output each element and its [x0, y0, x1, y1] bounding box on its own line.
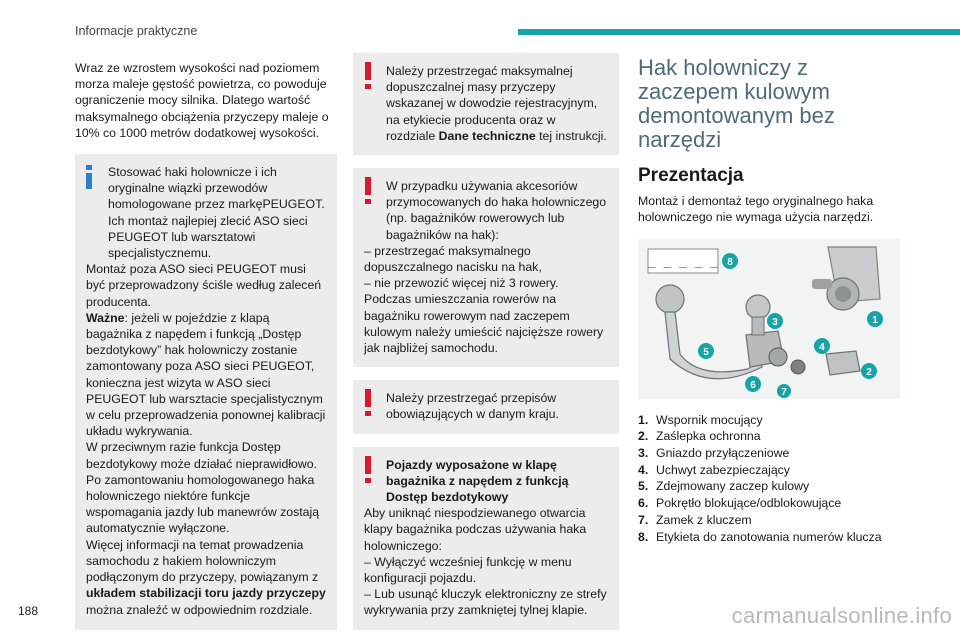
info-paragraph: Więcej informacji na temat prowadzenia samochodu z hakiem holowniczym podłączonym do przyczepy, powiązanym z układem stabilizacji toru jazdy przyczepy można znaleźć w odpowiednim rozdziale. — [86, 537, 326, 617]
info-icon — [86, 165, 92, 189]
warning-text: Aby uniknąć niespodziewanego otwarcia klapy bagażnika podczas używania haka holowniczego: — [364, 506, 587, 553]
callout-3 — [767, 313, 783, 329]
info-paragraph: Po zamontowaniu homologowanego haka holowniczego niektóre funkcje wspomagania jazdy lub manewrów zostają automatycznie wyłączone. — [86, 472, 320, 536]
warning-icon — [365, 177, 371, 205]
svg-text:5: 5 — [703, 346, 709, 358]
legend-item: 8. Etykieta do zanotowania numerów klucza — [638, 529, 882, 544]
callout-8 — [722, 253, 738, 269]
svg-text:4: 4 — [819, 341, 825, 353]
altitude-paragraph: Wraz ze wzrostem wysokości nad poziomem morza maleje gęstość powietrza, co powoduje ograniczenie mocy silnika. Dlatego wartość maksymalnego obciążenia przyczepy maleje o 10% co 1000 metrów dodatkowej wysokości. — [75, 61, 329, 140]
info-box — [75, 154, 337, 630]
subsection-title: Prezentacja — [638, 165, 744, 186]
legend-item: 1. Wspornik mocujący — [638, 412, 763, 427]
info-paragraph: W przeciwnym razie funkcja Dostęp bezdotykowy może działać nieprawidłowo. — [86, 440, 318, 471]
tow-ball-top — [746, 295, 770, 319]
column-left — [75, 60, 337, 630]
protective-cap — [826, 351, 860, 375]
legend-item: 6. Pokrętło blokujące/odblokowujące — [638, 496, 842, 511]
warning-box-hands-free — [353, 447, 619, 630]
warning-title: Pojazdy wyposażone w klapę bagażnika z napędem z funkcją Dostęp bezdotykowy — [386, 457, 569, 505]
callout-4 — [814, 338, 830, 354]
callout-7 — [777, 384, 791, 398]
header-accent-bar — [518, 29, 960, 35]
towbar-illustration — [638, 239, 900, 399]
parts-legend — [638, 412, 903, 545]
svg-text:7: 7 — [781, 386, 787, 398]
warning-box-accessories — [353, 168, 619, 367]
warning-icon — [365, 62, 371, 90]
svg-text:3: 3 — [772, 316, 778, 328]
legend-item: 4. Uchwyt zabezpieczający — [638, 462, 790, 477]
towbar-drawing — [638, 239, 900, 399]
warning-text: W przypadku używania akcesoriów przymocowanych do haka holowniczego (np. bagażników rowerowych lub bagażników na hak): — [386, 179, 607, 242]
svg-text:1: 1 — [872, 314, 878, 326]
tow-ball-stem — [752, 317, 764, 335]
callout-2 — [861, 363, 877, 379]
locking-knob — [769, 348, 787, 366]
security-latch — [812, 279, 832, 289]
callout-5 — [698, 343, 714, 359]
warning-text: – Lub usunąć kluczyk elektroniczny ze strefy wykrywania przy zamkniętej tylnej klapie. — [364, 587, 607, 618]
info-paragraph: Montaż poza ASO sieci PEUGEOT musi być przeprowadzony ściśle według zaleceń producenta. — [86, 262, 322, 309]
tow-ball — [656, 285, 684, 313]
callout-6 — [745, 376, 761, 392]
svg-text:2: 2 — [866, 366, 872, 378]
info-paragraph: Stosować haki holownicze i ich oryginalne wiązki przewodów homologowane przez markęPEUGEOT. Ich montaż najlepiej zlecić ASO sieci PEUGEOT lub warsztatowi specjalistycznemu. — [108, 165, 325, 261]
warning-text: – przestrzegać maksymalnego dopuszczalnego nacisku na hak, — [364, 243, 542, 275]
column-right — [638, 56, 903, 545]
section-title: Hak holowniczy z zaczepem kulowym demontowanym bez narzędzi — [638, 55, 835, 152]
warning-text: Należy przestrzegać przepisów obowiązujących w danym kraju. — [386, 391, 559, 422]
column-middle — [353, 53, 619, 630]
key-label-placeholder: _ _ _ _ _ — [647, 254, 719, 270]
lock-key — [791, 360, 805, 374]
warning-text: Należy przestrzegać maksymalnej dopuszczalnej masy przyczepy wskazanej w dowodzie rejestracyjnym, na etykiecie producenta oraz w rozdziale Dane techniczne tej instrukcji. — [386, 64, 607, 143]
warning-text: Podczas umieszczania rowerów na bagażniku rowerowym nad zaczepem kulowym należy umieścić najcięższe rowery jak najbliżej samochodu. — [364, 292, 604, 356]
legend-item: 3. Gniazdo przyłączeniowe — [638, 446, 790, 461]
warning-icon — [365, 456, 371, 484]
page-number: 188 — [18, 604, 39, 618]
connection-socket-core — [835, 286, 851, 302]
watermark: carmanualsonline.info — [731, 603, 952, 628]
svg-text:6: 6 — [750, 379, 756, 391]
legend-item: 7. Zamek z kluczem — [638, 512, 752, 527]
legend-item: 5. Zdejmowany zaczep kulowy — [638, 479, 810, 494]
warning-box-regulations — [353, 380, 619, 433]
warning-icon — [365, 389, 371, 417]
warning-text: – Wyłączyć wcześniej funkcję w menu konfiguracji pojazdu. — [364, 554, 572, 586]
warning-box-max-mass — [353, 53, 619, 155]
legend-item: 2. Zaślepka ochronna — [638, 429, 761, 444]
svg-text:8: 8 — [727, 256, 733, 268]
running-header: Informacje praktyczne — [75, 24, 198, 38]
presentation-intro: Montaż i demontaż tego oryginalnego haka holowniczego nie wymaga użycia narzędzi. — [638, 194, 874, 225]
callout-1 — [867, 311, 883, 327]
warning-text: – nie przewozić więcej niż 3 rowery. — [364, 276, 559, 291]
info-paragraph: Ważne: jeżeli w pojeździe z klapą bagażnika z napędem i funkcją „Dostęp bezdotykowy” hak holowniczy zostanie zamontowany poza ASO sieci PEUGEOT, konieczna jest wizyta w ASO sieci PEUGEOT lub warsztacie specjalistycznym w celu przeprowadzenia ponownej kalibracji układu wykrywania. — [86, 310, 326, 439]
